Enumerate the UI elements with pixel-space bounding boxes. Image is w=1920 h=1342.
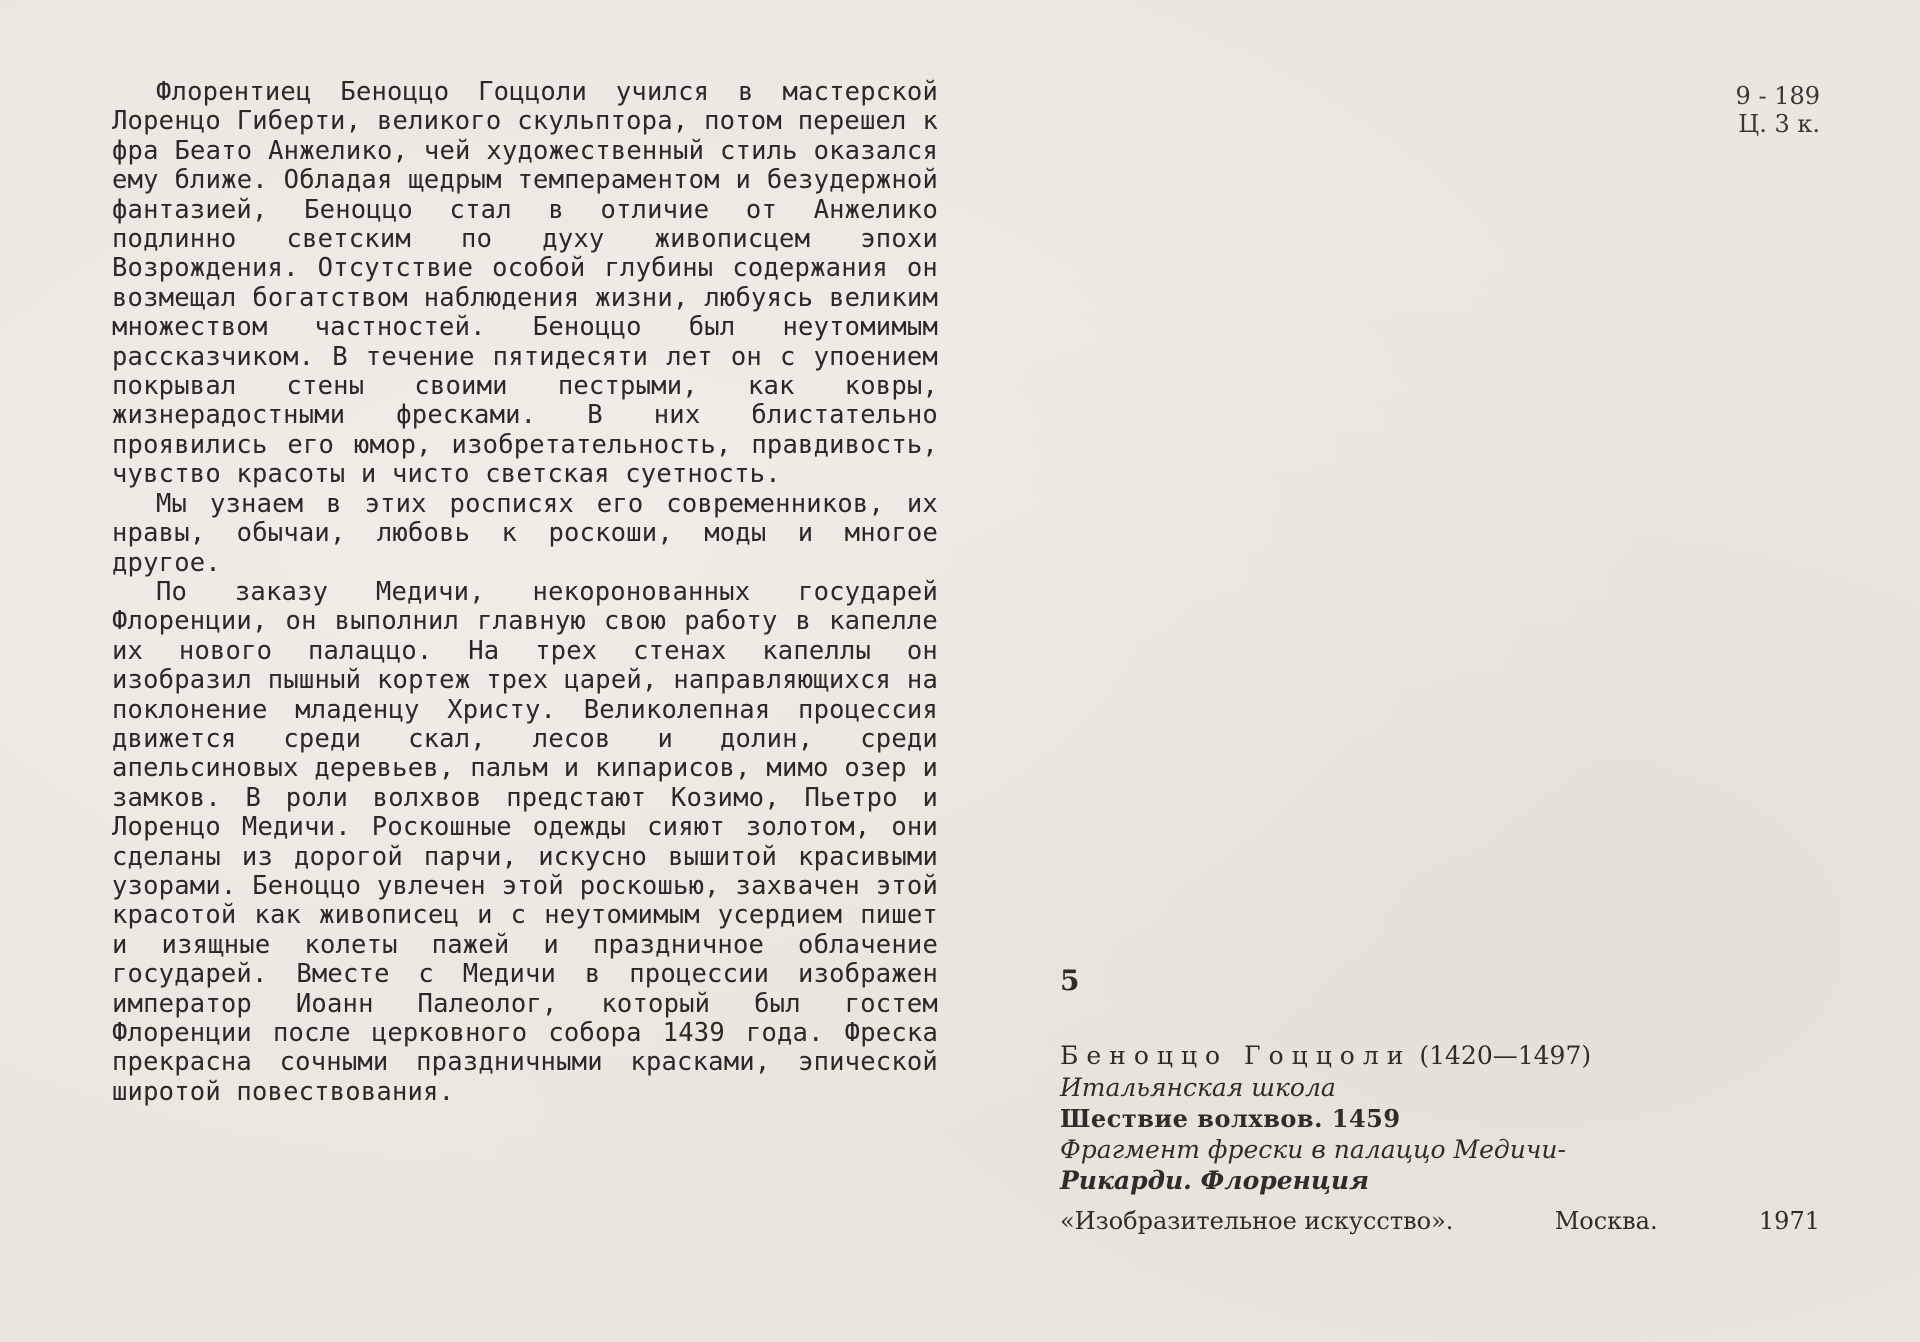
description-line-1: Фрагмент фрески в палаццо Медичи- xyxy=(1060,1135,1566,1164)
artist-line xyxy=(1060,1040,1820,1072)
publisher-name: «Изобразительное искусство». xyxy=(1060,1207,1454,1235)
artist-years: (1420—1497) xyxy=(1419,1041,1592,1070)
publisher-line xyxy=(1060,1206,1820,1236)
catalog-code xyxy=(1580,82,1820,138)
school: Итальянская школа xyxy=(1060,1073,1336,1102)
paragraph-2: Мы узнаем в этих росписях его современников, их нравы, обычаи, любовь к роскоши, моды и многое другое. xyxy=(112,488,938,578)
artwork-caption xyxy=(1060,966,1820,1196)
work-title: Шествие волхвов. 1459 xyxy=(1060,1104,1401,1133)
paragraph-3: По заказу Медичи, некоронованных государей Флоренции, он выполнил главную свою работу в капелле их нового палаццо. На трех стенах капеллы он изобразил пышный кортеж трех царей, направляющихся на поклонение младенцу Христу. Великолепная процессия движется среди скал, лесов и долин, среди апельсиновых деревьев, пальм и кипарисов, мимо озер и замков. В роли волхвов предстают Козимо, Пьетро и Лоренцо Медичи. Роскошные одежды сияют золотом, они сделаны из дорогой парчи, искусно вышитой красивыми узорами. Беноццо увлечен этой роскошью, захвачен этой красотой как живописец и с неутомимым усердием пишет и изящные колеты пажей и праздничное облачение государей. Вместе с Медичи в процессии изображен император Иоанн Палеолог, который был гостем Флоренции после церковного собора 1439 года. Фреска прекрасна сочными праздничными красками, эпической широтой повествования. xyxy=(112,576,938,1107)
description-place-b: Флоренция xyxy=(1200,1166,1370,1195)
publisher-city: Москва. xyxy=(1554,1207,1658,1235)
artist-name: Беноццо Гоццоли xyxy=(1060,1041,1412,1070)
paragraph-1: Флорентиец Беноццо Гоццоли учился в мастерской Лоренцо Гиберти, великого скульптора, потом перешел к фра Беато Анжелико, чей художественный стиль оказался ему ближе. Обладая щедрым темпераментом и безудержной фантазией, Беноццо стал в отличие от Анжелико подлинно светским по духу живописцем эпохи Возрождения. Отсутствие особой глубины содержания он возмещал богатством наблюдения жизни, любуясь великим множеством частностей. Беноццо был неутомимым рассказчиком. В течение пятидесяти лет он с упоением покрывал стены своими пестрыми, как ковры, жизнерадостными фресками. В них блистательно проявились его юмор, изобретательность, правдивость, чувство красоты и чисто светская суетность. xyxy=(112,77,938,490)
description-text xyxy=(112,78,938,1107)
card-number: 5 xyxy=(1060,964,1080,997)
price: Ц. 3 к. xyxy=(1738,110,1820,138)
description-place-a: Рикарди. xyxy=(1060,1166,1201,1195)
publisher-year: 1971 xyxy=(1758,1207,1820,1235)
catalog-number: 9 - 189 xyxy=(1735,82,1820,110)
description-line-2 xyxy=(1060,1165,1820,1196)
